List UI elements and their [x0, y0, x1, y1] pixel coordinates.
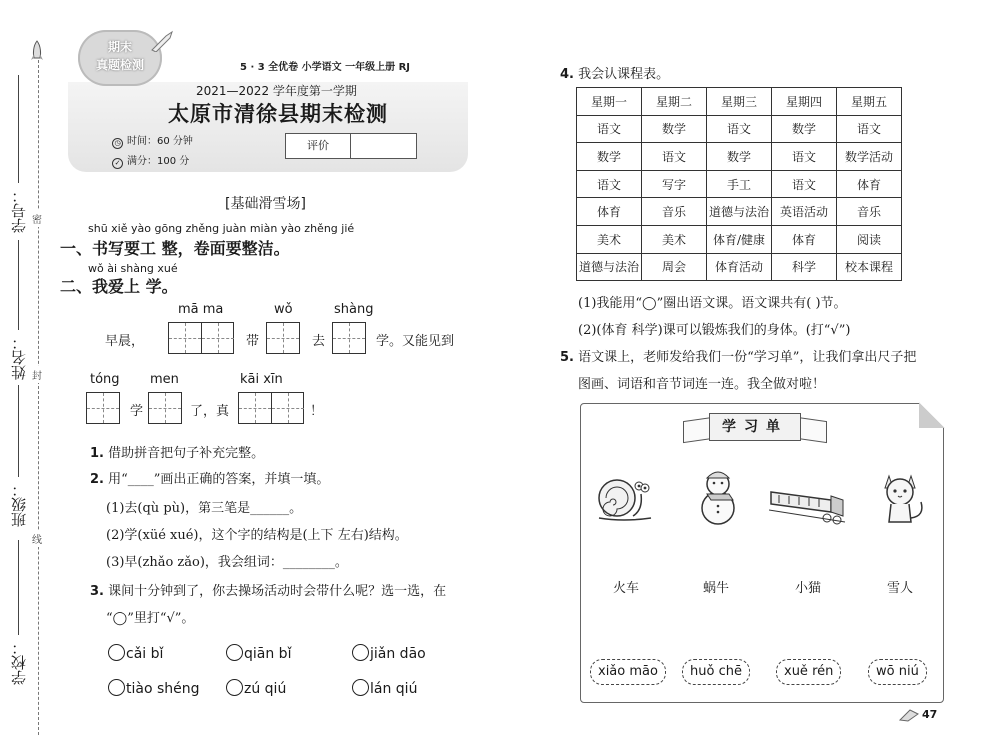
schedule-cell[interactable]: 数学活动 [837, 143, 902, 171]
rocket-icon [30, 40, 44, 64]
option-circle[interactable] [108, 679, 125, 696]
schedule-cell[interactable]: 体育 [837, 170, 902, 198]
cut-mark-xian: 线 [32, 530, 42, 547]
write-grid-mama[interactable] [168, 322, 234, 354]
q2-heading: 二、我爱上 学。 [60, 277, 178, 296]
q4-sub1[interactable]: (1)我能用“◯”圈出语文课。语文课共有( )节。 [578, 296, 847, 311]
cut-mark-mi: 密 [32, 210, 42, 227]
pinyin-mama: mā ma [178, 302, 224, 317]
schedule-day-cell: 星期二 [642, 88, 707, 116]
option-circle[interactable] [108, 644, 125, 661]
cut-mark-feng: 封 [32, 366, 42, 383]
option-circle[interactable] [352, 644, 369, 661]
pinyin-men: men [150, 372, 179, 387]
schedule-cell[interactable]: 手工 [707, 170, 772, 198]
badge-line-2: 真题检测 [95, 58, 144, 72]
pinyin-wo: wǒ [274, 302, 293, 317]
text-xue-see: 学。又能见到 [376, 334, 455, 349]
score-info [112, 152, 189, 169]
schedule-cell[interactable]: 科学 [772, 253, 837, 281]
class-label: 班级： [10, 482, 28, 527]
schedule-cell[interactable]: 音乐 [837, 198, 902, 226]
option-circle[interactable] [352, 679, 369, 696]
kitten-icon [869, 466, 931, 526]
schedule-day-cell: 星期四 [772, 88, 837, 116]
option-tiaosheng[interactable] [108, 679, 200, 697]
text-excl: ！ [310, 404, 324, 419]
schedule-cell[interactable]: 语文 [642, 143, 707, 171]
schedule-cell[interactable]: 周会 [642, 253, 707, 281]
schedule-cell[interactable]: 数学 [577, 143, 642, 171]
schedule-cell[interactable]: 数学 [642, 115, 707, 143]
option-caibi[interactable] [108, 644, 163, 662]
schedule-cell[interactable]: 写字 [642, 170, 707, 198]
write-grid-men[interactable] [148, 392, 182, 424]
school-fill-line[interactable] [18, 540, 19, 635]
schedule-row [577, 170, 902, 198]
train-icon [769, 466, 847, 526]
pinyin-tong: tóng [90, 372, 120, 387]
badge-rocket-icon [150, 30, 176, 52]
grade-box [285, 133, 417, 159]
option-circle[interactable] [226, 679, 243, 696]
word-train: 火车 [613, 581, 640, 596]
time-text: 时间：60 分钟 [127, 136, 193, 147]
schedule-table [576, 87, 902, 281]
pinyin-kaixin: kāi xīn [240, 372, 283, 387]
q1-heading: 一、书写要工 整，卷面要整洁。 [60, 239, 290, 258]
schedule-cell[interactable]: 体育 [577, 198, 642, 226]
snowman-icon [687, 466, 749, 526]
text-qu: 去 [312, 334, 326, 349]
page-fold-corner [919, 402, 945, 428]
schedule-cell[interactable]: 校本课程 [837, 253, 902, 281]
grade-label: 评价 [286, 134, 351, 158]
schedule-cell[interactable]: 体育 [772, 225, 837, 253]
pinyin-box-xueren[interactable]: xuě rén [776, 659, 841, 685]
option-qianbi[interactable] [226, 644, 291, 662]
sub-q1-num: 1. [90, 446, 104, 461]
write-grid-shang[interactable] [332, 322, 366, 354]
schedule-row [577, 143, 902, 171]
option-circle[interactable] [226, 644, 243, 661]
option-lanqiu[interactable] [352, 679, 417, 697]
banner-ribbon-right [797, 417, 827, 443]
schedule-row [577, 198, 902, 226]
binding-dashed-line [38, 60, 39, 735]
write-grid-tong[interactable] [86, 392, 120, 424]
time-info [112, 132, 193, 149]
q2-pinyin: wǒ ài shàng xué [88, 262, 178, 275]
schedule-cell[interactable]: 美术 [577, 225, 642, 253]
pinyin-box-huoche[interactable]: huǒ chē [682, 659, 750, 685]
option-jiandao[interactable] [352, 644, 426, 662]
schedule-day-cell: 星期一 [577, 88, 642, 116]
schedule-cell[interactable]: 语文 [837, 115, 902, 143]
q5-line1 [560, 346, 916, 365]
learning-worksheet [580, 403, 944, 703]
class-fill-line[interactable] [18, 385, 19, 477]
sub-q1 [90, 442, 264, 461]
option-label: cǎi bǐ [126, 646, 164, 662]
badge-line-1: 期末 [107, 40, 132, 54]
schedule-row [577, 253, 902, 281]
school-label: 学校： [10, 640, 28, 685]
score-text: 满分：100 分 [127, 156, 190, 167]
sub-q2 [90, 468, 329, 487]
schedule-cell[interactable]: 音乐 [642, 198, 707, 226]
schedule-cell[interactable]: 语文 [577, 115, 642, 143]
name-fill-line[interactable] [18, 240, 19, 330]
sub-q2-2[interactable]: (2)学(xüé xué)，这个字的结构是(上下 左右)结构。 [106, 528, 408, 543]
sub-q2-1[interactable]: (1)去(qù pù)，第三笔是______。 [106, 501, 303, 516]
schedule-cell[interactable]: 语文 [577, 170, 642, 198]
series-info: 5 · 3 全优卷 小学语文 一年级上册 RJ [240, 62, 411, 73]
text-morning: 早晨， [105, 334, 145, 349]
q5-line2: 图画、词语和音节词连一连。我全做对啦！ [578, 377, 826, 392]
page-title: 太原市清徐县期末检测 [168, 102, 388, 126]
option-label: lán qiú [370, 681, 418, 697]
q5-text: 语文课上，老师发给我们一份“学习单”，让我们拿出尺子把 [578, 350, 917, 365]
option-label: zú qiú [244, 681, 287, 697]
q3-num: 3. [90, 584, 104, 599]
snail-icon [593, 466, 655, 526]
q4-text: 我会认课程表。 [578, 67, 670, 82]
schedule-cell[interactable]: 阅读 [837, 225, 902, 253]
schedule-cell[interactable]: 体育/健康 [707, 225, 772, 253]
text-le: 了，真 [190, 404, 230, 419]
q4-heading [560, 63, 669, 82]
text-dai: 带 [246, 334, 260, 349]
schedule-cell[interactable]: 美术 [642, 225, 707, 253]
clock-icon: ◷ [112, 138, 123, 149]
option-label: tiào shéng [126, 681, 200, 697]
schedule-header-row [577, 88, 902, 116]
schedule-cell[interactable]: 道德与法治 [577, 253, 642, 281]
q3-text: 课间十分钟到了，你去操场活动时会带什么呢？选一选，在 [108, 584, 447, 599]
page-corner-icon [898, 708, 920, 722]
name-label: 姓名： [10, 335, 28, 380]
q3-line1 [90, 580, 446, 599]
page-number: 47 [922, 708, 938, 721]
sub-q2-3[interactable]: (3)早(zhǎo zǎo)，我会组词：________。 [106, 555, 348, 570]
student-id-label: 学号： [10, 188, 28, 233]
pinyin-shang: shàng [334, 302, 374, 317]
schedule-cell[interactable]: 道德与法治 [707, 198, 772, 226]
sub-q1-text: 借助拼音把句子补充完整。 [108, 446, 265, 461]
student-id-fill-line[interactable] [18, 75, 19, 183]
schedule-cell[interactable]: 语文 [772, 143, 837, 171]
check-icon: ✓ [112, 158, 123, 169]
write-grid-kaixin[interactable] [238, 392, 304, 424]
word-snail: 蜗牛 [703, 581, 730, 596]
q3-line2: “◯”里打“√”。 [106, 611, 195, 626]
schedule-cell[interactable]: 数学 [772, 115, 837, 143]
worksheet-banner: 学习单 [709, 413, 801, 441]
section-tag: [基础滑雪场] [225, 196, 306, 212]
text-xue: 学 [130, 404, 144, 419]
schedule-day-cell: 星期五 [837, 88, 902, 116]
word-kitten: 小猫 [795, 581, 822, 596]
write-grid-wo[interactable] [266, 322, 300, 354]
sub-q2-text: 用“____”画出正确的答案，并填一填。 [108, 472, 330, 487]
schedule-cell[interactable]: 英语活动 [772, 198, 837, 226]
word-snowman: 雪人 [887, 581, 914, 596]
q5-num: 5. [560, 350, 574, 365]
option-zuqiu[interactable] [226, 679, 286, 697]
option-label: qiān bǐ [244, 646, 292, 662]
schedule-row [577, 225, 902, 253]
q4-sub2[interactable]: (2)(体育 科学)课可以锻炼我们的身体。(打“√”) [578, 323, 851, 338]
school-year: 2021—2022 学年度第一学期 [196, 84, 357, 98]
q4-num: 4. [560, 67, 574, 82]
pinyin-box-xiaomao[interactable]: xiǎo māo [590, 659, 666, 685]
schedule-day-cell: 星期三 [707, 88, 772, 116]
pinyin-box-woniu[interactable]: wō niú [868, 659, 927, 685]
schedule-row [577, 115, 902, 143]
q1-pinyin: shū xiě yào gōng zhěng juàn miàn yào zhěng jié [88, 222, 355, 235]
schedule-cell[interactable]: 数学 [707, 143, 772, 171]
sub-q2-num: 2. [90, 472, 104, 487]
schedule-cell[interactable]: 语文 [772, 170, 837, 198]
option-label: jiǎn dāo [370, 646, 426, 662]
schedule-cell[interactable]: 语文 [707, 115, 772, 143]
schedule-cell[interactable]: 体育活动 [707, 253, 772, 281]
